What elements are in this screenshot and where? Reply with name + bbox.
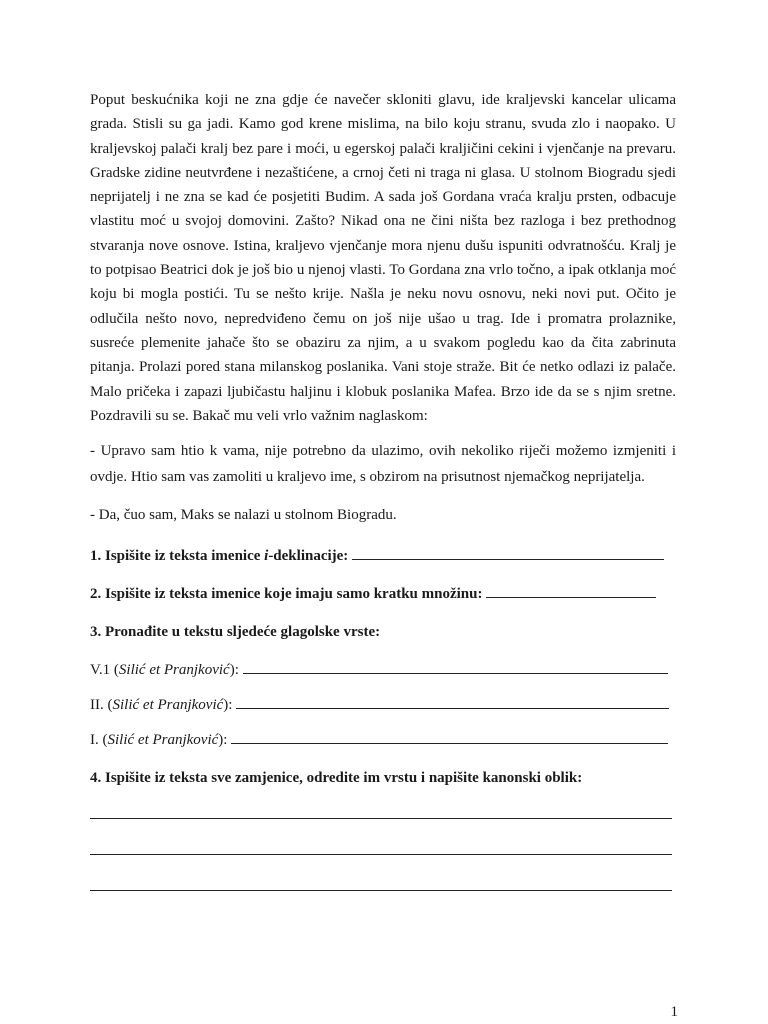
item-1-italic: Silić et Pranjković bbox=[118, 662, 230, 679]
dialog-line-2: - Da, čuo sam, Maks se nalazi u stolnom Biogradu. bbox=[90, 507, 397, 524]
question-3-text: 3. Pronađite u tekstu sljedeće glagolske vrste: bbox=[90, 624, 381, 641]
item-1-prefix: V.1 ( bbox=[90, 662, 119, 679]
question-1-answer-blank[interactable] bbox=[352, 547, 664, 560]
question-4 bbox=[90, 768, 676, 788]
document-page bbox=[90, 88, 676, 891]
question-4-answer-line-3[interactable] bbox=[90, 890, 672, 891]
question-4-answer-line-1[interactable] bbox=[90, 818, 672, 819]
question-2-answer-blank[interactable] bbox=[486, 585, 656, 598]
question-3-item-1-answer-blank[interactable] bbox=[243, 661, 668, 674]
question-1-text-b: -deklinacije: bbox=[268, 548, 349, 565]
item-3-suffix: ): bbox=[218, 732, 228, 749]
question-3-item-2-answer-blank[interactable] bbox=[236, 696, 669, 709]
question-1-text-a: 1. Ispišite iz teksta imenice bbox=[90, 548, 265, 565]
item-3-italic: Silić et Pranjković bbox=[107, 732, 219, 749]
question-3-item-1 bbox=[90, 660, 676, 680]
question-3 bbox=[90, 622, 676, 642]
item-3-prefix: I. ( bbox=[90, 732, 108, 749]
question-2 bbox=[90, 584, 676, 604]
story-paragraph: Poput beskućnika koji ne zna gdje će navečer skloniti glavu, ide kraljevski kancelar ulicama grada. Stisli su ga jadi. Kamo god krene mislima, na bilo koju stranu, svuda zlo i naopako. U kraljevskoj palači kralj bez pare i moći, u egerskoj palači kraljičini cekini i vjenčanje na prevaru. Gradske zidine neutvrđene i nezaštićene, a crnoj četi ni traga ni glasa. U stolnom Biogradu sjedi neprijatelj i ne zna se kad će posjetiti Budim. A sada još Gordana vraća kralju prsten, odbacuje vlastitu moć u svojoj domovini. Zašto? Nikad ona ne čini ništa bez razloga i bez prethodnog stvaranja nove osnove. Istina, kraljevo vjenčanje mora njenu dušu ispuniti odvratnošću. Kralj je to potpisao Beatrici dok je još bio u njenoj vlasti. To Gordana zna vrlo točno, a ipak otklanja moć koju bi mogla postići. Tu se nešto krije. Našla je neku novu osnovu, neki novi put. Očito je odlučila nešto novo, nepredviđeno čemu on još nije ušao u trag. Ide i promatra prolaznike, susreće plemenite jahače što se obaziru za njim, a u svakom pogledu kao da čita zabrinuta pitanja. Prolazi pored stana milanskog poslanika. Vani stoje straže. Bit će netko odlazi iz palače. Malo pričeka i zapazi ljubičastu haljinu i klobuk poslanika Mafea. Brzo ide da se s njim sretne. Pozdravili su se. Bakač mu veli vrlo važnim naglaskom: bbox=[90, 92, 676, 424]
question-2-text: 2. Ispišite iz teksta imenice koje imaju samo kratku množinu: bbox=[90, 586, 483, 603]
question-3-item-2 bbox=[90, 695, 676, 715]
question-3-item-3 bbox=[90, 730, 676, 750]
item-1-suffix: ): bbox=[229, 662, 239, 679]
question-4-text: 4. Ispišite iz teksta sve zamjenice, odredite im vrstu i napišite kanonski oblik: bbox=[90, 770, 583, 787]
question-1-text-italic: i bbox=[264, 548, 269, 565]
question-4-answer-line-2[interactable] bbox=[90, 854, 672, 855]
question-3-item-3-answer-blank[interactable] bbox=[231, 731, 668, 744]
item-2-suffix: ): bbox=[223, 697, 233, 714]
item-2-prefix: II. ( bbox=[90, 697, 113, 714]
dialog-line-1: - Upravo sam htio k vama, nije potrebno da ulazimo, ovih nekoliko riječi možemo izmjeniti i ovdje. Htio sam vas zamoliti u kraljevo ime, s obzirom na prisutnost njemačkog neprijatelja. bbox=[90, 443, 676, 486]
question-1 bbox=[90, 546, 676, 566]
item-2-italic: Silić et Pranjković bbox=[112, 697, 224, 714]
page-number: 1 bbox=[670, 1004, 678, 1020]
